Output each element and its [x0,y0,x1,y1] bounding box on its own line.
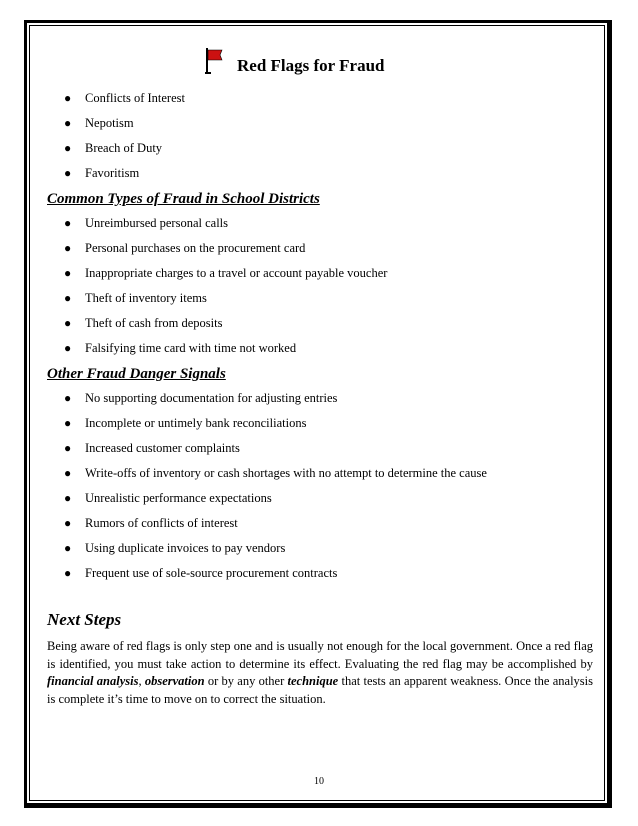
bullet-icon: ● [64,116,72,130]
bullet-icon: ● [64,91,72,105]
list-item: ● Nepotism [47,111,593,136]
page-title: Red Flags for Fraud [237,56,385,75]
bullet-icon: ● [64,216,72,230]
list-item: ● Rumors of conflicts of interest [47,511,593,536]
list-item: ● Increased customer complaints [47,436,593,461]
bullet-icon: ● [64,241,72,255]
list-item: ● Theft of inventory items [47,286,593,311]
bullet-icon: ● [64,491,72,505]
list-item: ● Breach of Duty [47,136,593,161]
title-row [47,48,593,86]
bullet-icon: ● [64,516,72,530]
red-flag-icon [205,48,225,74]
bullet-icon: ● [64,566,72,580]
next-steps-paragraph: Being aware of red flags is only step one and is usually not enough for the local government. Once a red flag is identified, you must take action to determine its effect. Evaluating the red flag may be accomplished by financial analysis, observation or by any other technique that tests an apparent weakness. Once the analysis is complete it’s time to move on to correct the situation. [47,639,593,706]
list-item: ● Using duplicate invoices to pay vendors [47,536,593,561]
bullet-icon: ● [64,391,72,405]
document-content [47,48,593,708]
list-item: ● Frequent use of sole-source procurement contracts [47,561,593,586]
list-item: ● Inappropriate charges to a travel or account payable voucher [47,261,593,286]
danger-signals-list [47,386,593,586]
bullet-icon: ● [64,266,72,280]
bullet-icon: ● [64,166,72,180]
bullet-icon: ● [64,141,72,155]
bullet-icon: ● [64,341,72,355]
bullet-icon: ● [64,441,72,455]
list-item: ● Unreimbursed personal calls [47,211,593,236]
common-types-heading: Common Types of Fraud in School Districts [47,191,320,207]
page-number: 10 [314,776,324,787]
bullet-icon: ● [64,416,72,430]
list-item: ● Personal purchases on the procurement card [47,236,593,261]
common-types-list [47,211,593,361]
bullet-icon: ● [64,541,72,555]
next-steps-heading: Next Steps [47,610,122,629]
list-item: ● Conflicts of Interest [47,86,593,111]
list-item: ● Theft of cash from deposits [47,311,593,336]
red-flags-list [47,86,593,186]
list-item: ● Write-offs of inventory or cash shortages with no attempt to determine the cause [47,461,593,486]
list-item: ● Favoritism [47,161,593,186]
list-item: ● No supporting documentation for adjusting entries [47,386,593,411]
bullet-icon: ● [64,316,72,330]
bullet-icon: ● [64,466,72,480]
list-item: ● Falsifying time card with time not worked [47,336,593,361]
bullet-icon: ● [64,291,72,305]
danger-signals-heading: Other Fraud Danger Signals [47,366,226,382]
list-item: ● Incomplete or untimely bank reconciliations [47,411,593,436]
list-item: ● Unrealistic performance expectations [47,486,593,511]
